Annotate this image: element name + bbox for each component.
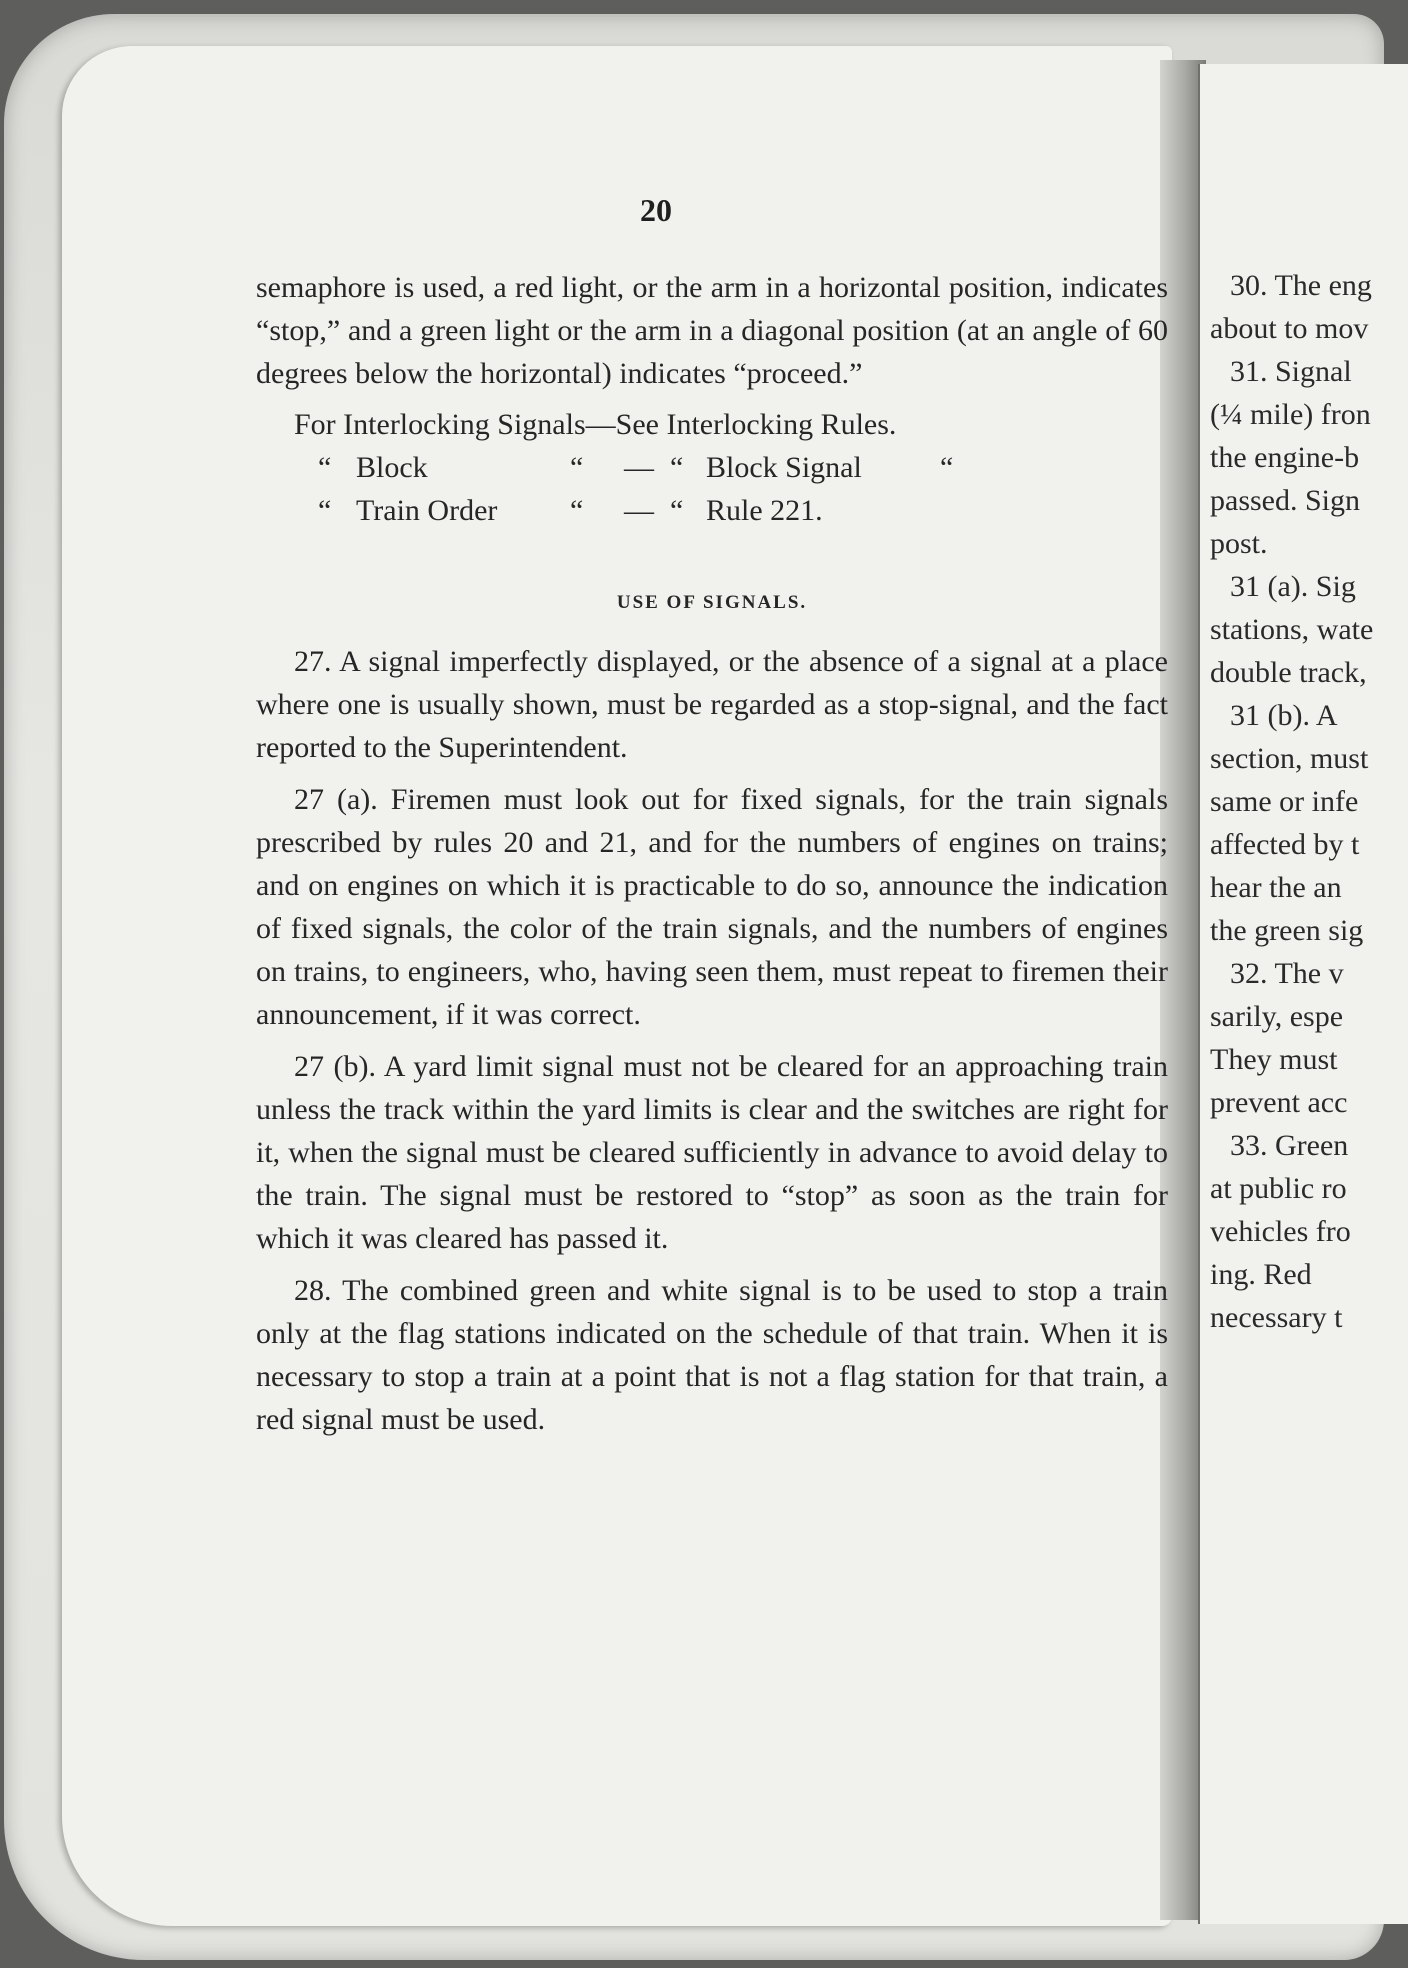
xref-subject: For Interlocking Signals — [294, 408, 586, 441]
right-page-line: They must — [1210, 1043, 1338, 1076]
rule-paragraph: 27. A signal imperfectly displayed, or the absence of a signal at a place where one is usually shown, must be regarded as a stop-signal, and the fact reported to the Superintendent. — [256, 645, 1168, 764]
right-page-line: hear the an — [1210, 871, 1342, 904]
xref-target: See Interlocking Rules. — [615, 408, 897, 441]
xref-dash: — — [624, 451, 654, 484]
right-page-line: at public ro — [1210, 1172, 1347, 1205]
ditto-mark: “ — [318, 451, 332, 484]
page-number: 20 — [640, 192, 672, 228]
ditto-mark: “ — [570, 494, 584, 527]
right-page-line: double track, — [1210, 656, 1367, 689]
ditto-mark: “ — [670, 494, 684, 527]
right-page-line: 32. The v — [1230, 957, 1344, 990]
rule-paragraph: 27 (a). Firemen must look out for fixed signals, for the train signals prescribed by rules 20 and 21, and for the numbers of engines on trains; and on engines on which it is practicable to do so, announce the indication of fixed signals, the color of the train signals, and the numbers of engines on trains, to engineers, who, having seen them, must repeat to firemen their announcement, if it was correct. — [256, 783, 1168, 1031]
right-page-line: necessary t — [1210, 1301, 1343, 1334]
xref-target: Block Signal — [706, 451, 862, 484]
ditto-mark: “ — [570, 451, 584, 484]
xref-subject: Train Order — [356, 494, 498, 527]
right-page-line: vehicles fro — [1210, 1215, 1351, 1248]
right-page-line: same or infe — [1210, 785, 1359, 818]
xref-target: Rule 221. — [706, 494, 823, 527]
left-page-text — [256, 266, 1168, 1441]
rule-paragraph: 28. The combined green and white signal is to be used to stop a train only at the flag stations indicated on the schedule of that train. When it is necessary to stop a train at a point that is not a flag station for that train, a red signal must be used. — [256, 1274, 1168, 1436]
right-page-line: 31 (a). Sig — [1230, 570, 1356, 603]
ditto-mark: “ — [318, 494, 332, 527]
ditto-mark: “ — [670, 451, 684, 484]
cross-reference-row — [256, 446, 1168, 489]
right-page-line: section, must — [1210, 742, 1369, 775]
right-page-line: about to mov — [1210, 312, 1369, 345]
right-page-line: 33. Green — [1230, 1129, 1349, 1162]
right-page-line: sarily, espe — [1210, 1000, 1344, 1033]
right-page-line: post. — [1210, 527, 1268, 560]
right-page-line: stations, wate — [1210, 613, 1374, 646]
cross-reference-row — [256, 403, 1168, 446]
right-page-line: prevent acc — [1210, 1086, 1348, 1119]
right-page-line: the green sig — [1210, 914, 1364, 947]
ditto-mark: “ — [940, 451, 954, 484]
right-page — [1198, 64, 1408, 1924]
cross-reference-list — [256, 403, 1168, 532]
xref-subject: Block — [356, 451, 428, 484]
right-page-text — [1200, 264, 1408, 1339]
right-page-line: 30. The eng — [1230, 269, 1372, 302]
right-page-line: affected by t — [1210, 828, 1360, 861]
rule-paragraph: 27 (b). A yard limit signal must not be cleared for an approaching train unless the track within the yard limits is clear and the switches are right for it, when the signal must be cleared sufficiently in advance to avoid delay to the train. The signal must be restored to “stop” as soon as the train for which it was cleared has passed it. — [256, 1050, 1168, 1255]
right-page-line: 31. Signal — [1230, 355, 1352, 388]
right-page-line: 31 (b). A — [1230, 699, 1338, 732]
right-page-line: the engine-b — [1210, 441, 1360, 474]
cross-reference-row — [256, 489, 1168, 532]
right-page-line: ing. Red — [1210, 1258, 1312, 1291]
right-page-line: passed. Sign — [1210, 484, 1360, 517]
intro-paragraph: semaphore is used, a red light, or the arm in a horizontal position, indicates “stop,” and a green light or the arm in a diagonal position (at an angle of 60 degrees below the horizontal) indicates “proceed.” — [256, 271, 1168, 390]
xref-dash: — — [624, 494, 654, 527]
right-page-line: (¼ mile) fron — [1210, 398, 1371, 431]
section-heading: USE OF SIGNALS. — [616, 592, 808, 613]
xref-dash: — — [585, 408, 616, 441]
